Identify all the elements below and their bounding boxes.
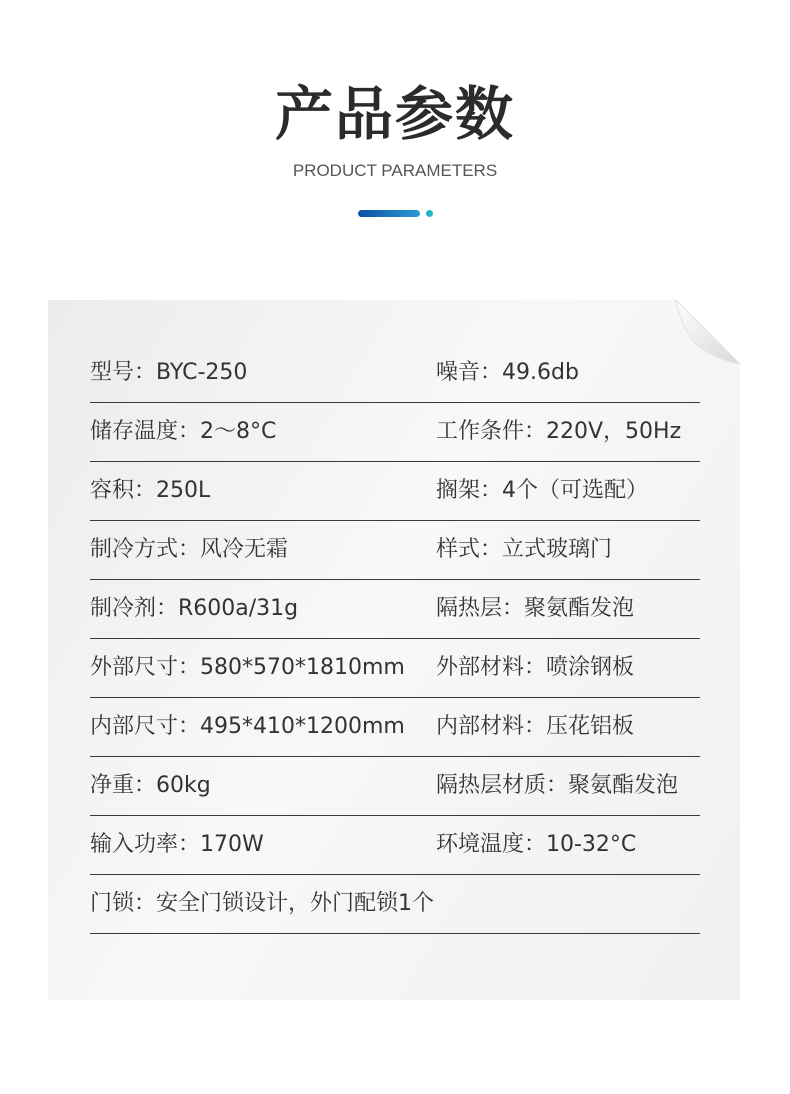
title-accent-bar <box>358 210 420 217</box>
spec-cooling-method: 制冷方式：风冷无霜 <box>90 537 289 562</box>
spec-input-power: 输入功率：170W <box>90 832 264 857</box>
spec-ambient-temperature: 环境温度：10-32°C <box>436 832 637 857</box>
spec-row <box>90 580 700 639</box>
spec-row <box>90 462 700 521</box>
page-subtitle: PRODUCT PARAMETERS <box>292 161 498 180</box>
spec-storage-temperature: 储存温度：2～8°C <box>90 419 277 444</box>
spec-door-lock: 门锁：安全门锁设计，外门配锁1个 <box>90 891 434 916</box>
spec-style: 样式：立式玻璃门 <box>436 537 613 562</box>
page-title: 产品参数 <box>274 80 515 148</box>
spec-external-size: 外部尺寸：580*570*1810mm <box>90 655 405 680</box>
spec-row <box>90 344 700 403</box>
spec-shelves: 搁架：4个（可选配） <box>436 478 648 503</box>
spec-internal-material: 内部材料：压花铝板 <box>436 714 635 739</box>
spec-working-conditions: 工作条件：220V，50Hz <box>436 419 682 444</box>
spec-row <box>90 698 700 757</box>
spec-external-material: 外部材料：喷涂钢板 <box>436 655 635 680</box>
spec-row <box>90 875 700 934</box>
title-accent-dot <box>426 210 433 217</box>
spec-row <box>90 816 700 875</box>
spec-model: 型号：BYC-250 <box>90 360 248 385</box>
spec-row <box>90 521 700 580</box>
spec-table <box>90 344 700 934</box>
spec-insulation: 隔热层：聚氨酯发泡 <box>436 596 635 621</box>
spec-net-weight: 净重：60kg <box>90 773 211 798</box>
spec-row <box>90 757 700 816</box>
spec-insulation-material: 隔热层材质：聚氨酯发泡 <box>436 773 679 798</box>
spec-internal-size: 内部尺寸：495*410*1200mm <box>90 714 405 739</box>
spec-row <box>90 639 700 698</box>
spec-noise: 噪音：49.6db <box>436 360 579 385</box>
spec-volume: 容积：250L <box>90 478 211 503</box>
spec-refrigerant: 制冷剂：R600a/31g <box>90 596 299 621</box>
spec-row <box>90 403 700 462</box>
